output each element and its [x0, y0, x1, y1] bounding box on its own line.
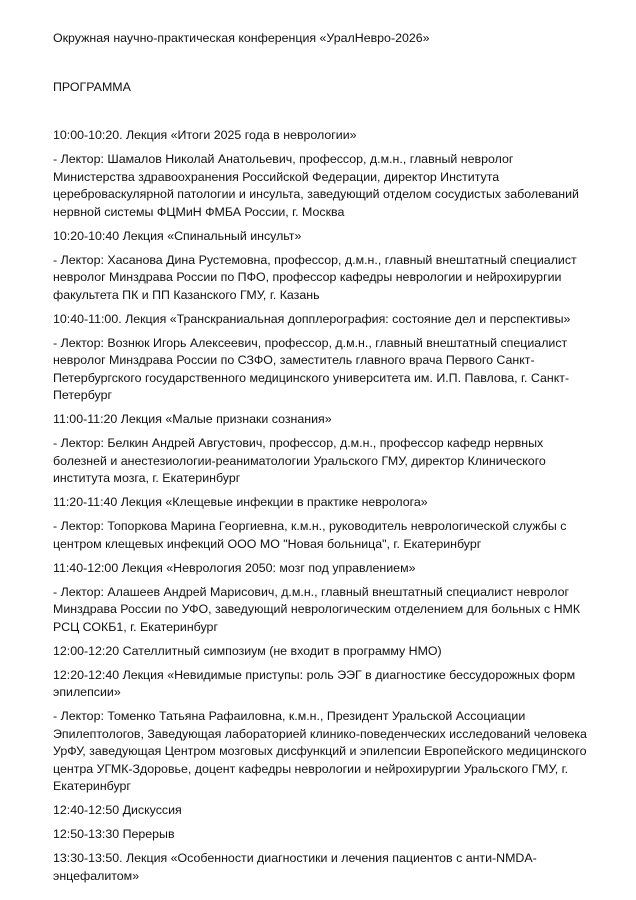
text-line: - Лектор: Шамалов Николай Анатольевич, профессор, д.м.н., главный невролог: [53, 152, 514, 166]
session-item: [53, 228, 587, 246]
text-line: РСЦ СОКБ1, г. Екатеринбург: [53, 619, 218, 634]
text-line: 11:00-11:20 Лекция «Малые признаки сознания»: [53, 412, 332, 426]
text-line: 12:50-13:30 Перерыв: [53, 827, 175, 841]
text-line: 12:00-12:20 Сателлитный симпозиум (не входит в программу НМО): [53, 643, 442, 658]
text-line: 10:20-10:40 Лекция «Спинальный инсульт»: [53, 228, 302, 243]
session-item: [53, 826, 587, 844]
session-item: [53, 494, 587, 512]
session-item: [53, 127, 587, 145]
text-line: 13:30-13:50. Лекция «Особенности диагностики и лечения пациентов с анти-NMDA-: [53, 851, 537, 865]
text-line: эпилепсии»: [53, 685, 121, 699]
text-line: невролог Минздрава России по ПФО, профессор кафедры неврологии и нейрохирургии: [53, 270, 562, 284]
lecturer-info: [53, 584, 587, 637]
text-line: Министерства здравоохранения Российской Федерации, директор Института: [53, 169, 500, 184]
session-item: [53, 411, 587, 429]
text-line: 11:40-12:00 Лекция «Неврология 2050: мозг под управлением»: [53, 560, 416, 575]
text-line: 12:20-12:40 Лекция «Невидимые приступы: роль ЭЭГ в диагностике бессудорожных форм: [53, 667, 576, 682]
lecturer-info: [53, 518, 587, 553]
text-line: - Лектор: Алашеев Андрей Марисович, д.м.н., главный внештатный специалист невролог: [53, 584, 570, 599]
text-line: невролог Минздрава России по СЗФО, заместитель главного врача Первого Санкт-: [53, 353, 535, 367]
text-line: болезней и анестезиологии-реаниматологии Уральского ГМУ, директор Клинического: [53, 453, 546, 468]
text-line: 10:00-10:20. Лекция «Итоги 2025 года в неврологии»: [53, 128, 357, 142]
lecturer-info: [53, 335, 587, 405]
text-line: центром клещевых инфекций ООО МО "Новая больница", г. Екатеринбург: [53, 536, 482, 551]
text-line: - Лектор: Хасанова Дина Рустемовна, профессор, д.м.н., главный внештатный специалист: [53, 252, 577, 267]
session-item: [53, 667, 587, 702]
program-heading: ПРОГРАММА: [53, 80, 131, 94]
program-list: [53, 127, 587, 892]
text-line: Петербургского государственного медицинского университета им. И.П. Павлова, г. Санкт-: [53, 370, 570, 385]
text-line: - Лектор: Вознюк Игорь Алексеевич, профессор, д.м.н., главный внештатный специалист: [53, 335, 568, 350]
conference-title: Окружная научно-практическая конференция «УралНевро-2026»: [53, 31, 430, 45]
text-line: института мозга, г. Екатеринбург: [53, 471, 241, 485]
text-line: центра УГМК-Здоровье, доцент кафедры неврологии и нейрохирургии Уральского ГМУ, г.: [53, 761, 569, 776]
session-item: [53, 560, 587, 578]
text-line: - Лектор: Белкин Андрей Августович, профессор, д.м.н., профессор кафедр нервных: [53, 436, 544, 450]
text-line: цереброваскулярной патологии и инсульта, заведующий отделом сосудистых заболеваний: [53, 187, 579, 201]
text-line: 10:40-11:00. Лекция «Транскраниальная допплерография: состояние дел и перспективы»: [53, 311, 571, 326]
session-item: [53, 311, 587, 329]
lecturer-info: [53, 252, 587, 305]
session-item: [53, 643, 587, 661]
text-line: Екатеринбург: [53, 779, 131, 793]
session-item: [53, 802, 587, 820]
text-line: нервной системы ФЦМиН ФМБА России, г. Москва: [53, 204, 345, 219]
text-line: - Лектор: Томенко Татьяна Рафаиловна, к.м.н., Президент Уральской Ассоциации: [53, 709, 526, 723]
lecturer-info: [53, 151, 587, 221]
text-line: факультета ПК и ПП Казанского ГМУ, г. Казань: [53, 287, 320, 302]
session-item: [53, 850, 587, 885]
text-line: 11:20-11:40 Лекция «Клещевые инфекции в практике невролога»: [53, 495, 428, 509]
text-line: - Лектор: Топоркова Марина Георгиевна, к.м.н., руководитель неврологической службы с: [53, 519, 567, 533]
text-line: 12:40-12:50 Дискуссия: [53, 803, 182, 817]
text-line: УрФУ, заведующая Центром мозговых дисфункций и эпилепсии Европейского медицинского: [53, 744, 587, 758]
lecturer-info: [53, 435, 587, 488]
text-line: энцефалитом»: [53, 868, 140, 883]
lecturer-info: [53, 708, 587, 796]
text-line: Петербург: [53, 388, 112, 402]
text-line: Эпилептологов, Заведующая лабораторией клинико-поведенческих исследований человека: [53, 726, 587, 741]
text-line: Минздрава России по УФО, заведующий неврологическим отделением для больных с НМК: [53, 602, 581, 616]
